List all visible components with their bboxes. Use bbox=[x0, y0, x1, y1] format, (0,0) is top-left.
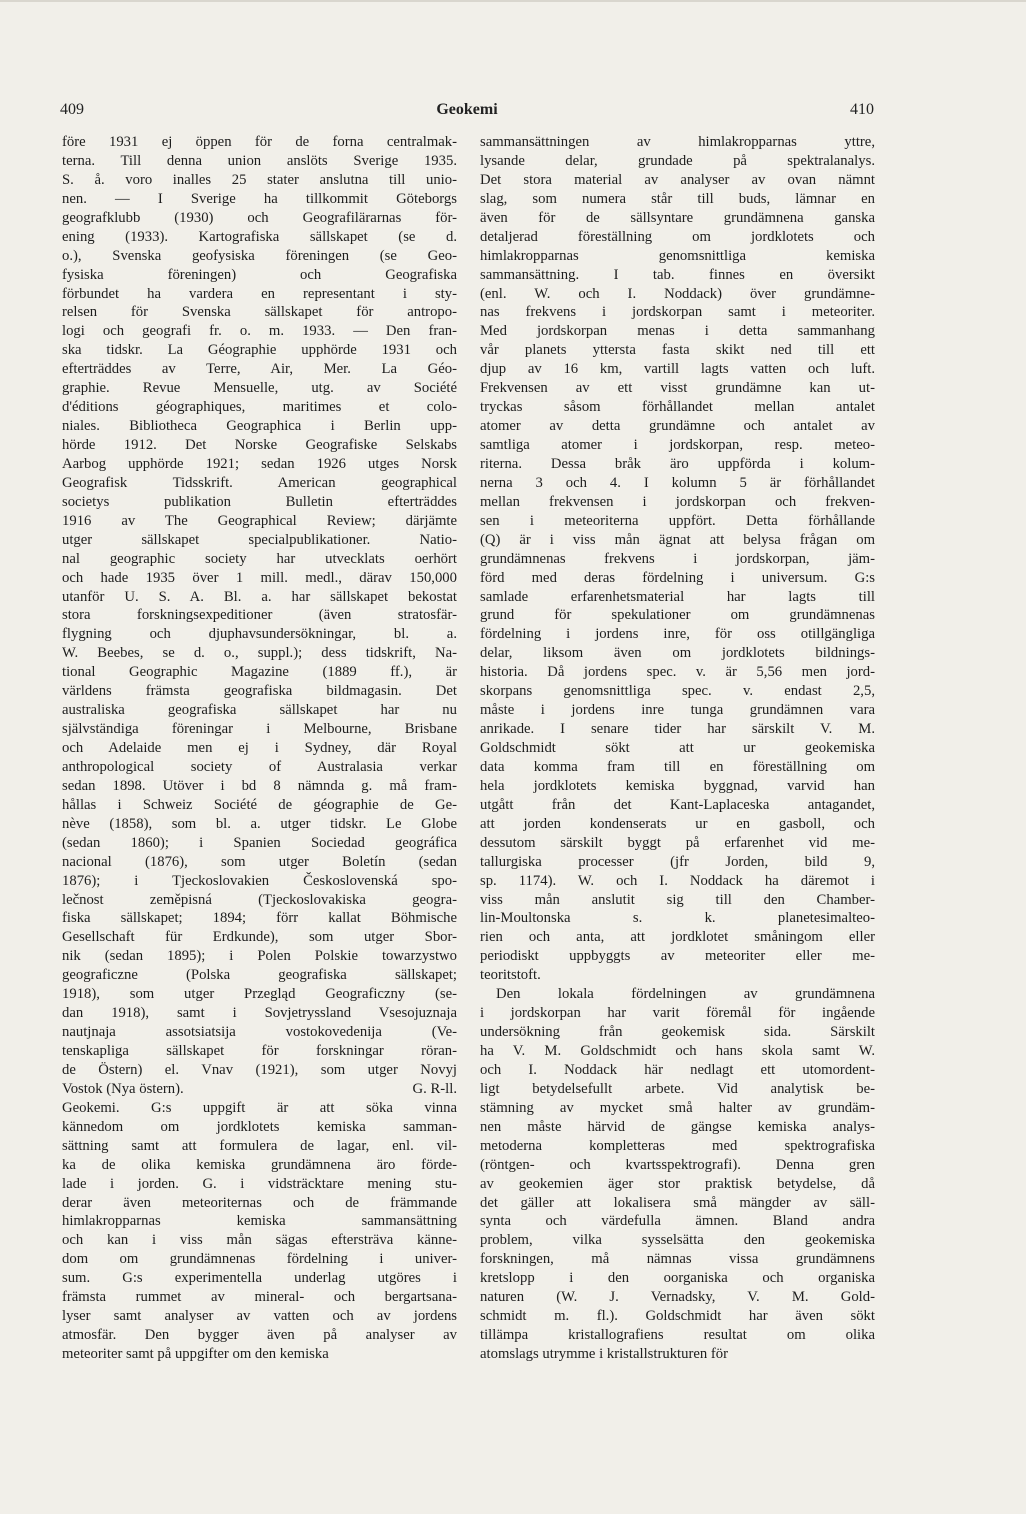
text-line: nen. — I Sverige ha tillkommit Göteborgs bbox=[62, 190, 457, 207]
text-line: kretslopp i den oorganiska och organiska bbox=[480, 1270, 875, 1287]
text-line: (enl. W. och I. Noddack) över grundämne- bbox=[480, 285, 875, 302]
text-line: derar även meteoriternas och de främmande bbox=[62, 1194, 457, 1211]
text-line: tallurgiska processer (jfr Jorden, bild 9, bbox=[480, 853, 875, 870]
running-header bbox=[60, 101, 874, 125]
text-line: d'éditions géographiques, maritimes et colo- bbox=[62, 399, 457, 416]
text-line: tryckas såsom förhållandet mellan antalet bbox=[480, 399, 875, 416]
text-line: självständiga föreningar i Melbourne, Brisbane bbox=[62, 721, 457, 738]
text-line: forskningen, må nämnas vissa grundämnens bbox=[480, 1251, 875, 1268]
text-line: naturen (W. J. Vernadsky, V. M. Gold- bbox=[480, 1289, 875, 1306]
text-line: tillämpa kristallografiens resultat om olika bbox=[480, 1327, 875, 1344]
text-line: viss mån anslutit sig till den Chamber- bbox=[480, 891, 875, 908]
text-line: himlakropparnas genomsnittliga kemiska bbox=[480, 247, 875, 264]
text-line: anrikade. I senare tider har särskilt V. M. bbox=[480, 721, 875, 738]
text-line: ska tidskr. La Géographie upphörde 1931 och bbox=[62, 342, 457, 359]
text-line: ligt betydelsefullt arbete. Vid analytisk be- bbox=[480, 1080, 875, 1097]
text-line: sum. G:s experimentella underlag utgöres i bbox=[62, 1270, 457, 1287]
text-line: samtliga atomer i jordskorpan, resp. meteo- bbox=[480, 437, 875, 453]
text-line: Goldschmidt sökt att ur geokemiska bbox=[480, 740, 875, 756]
text-line: och I. Noddack här nedlagt ett utomordent- bbox=[480, 1061, 875, 1078]
text-line: slag, som numera står till buds, lämnar en bbox=[480, 190, 875, 207]
text-line: niales. Bibliotheca Geographica i Berlin upp- bbox=[62, 418, 457, 435]
text-line-headword: Geokemi. G:s uppgift är att söka vinna bbox=[62, 1099, 457, 1116]
text-line: mellan frekvensen i jordskorpan och frekven- bbox=[480, 493, 875, 510]
text-line: Det stora material av analyser av ovan nämnt bbox=[480, 171, 875, 188]
text-line: i jordskorpan har varit föremål för ingående bbox=[480, 1005, 875, 1022]
text-line: dan 1918), samt i Sovjetryssland Vsesojuznaja bbox=[62, 1005, 457, 1022]
text-line: fiska sällskapet; 1894; förr kallat Böhmische bbox=[62, 910, 457, 927]
text-line: sen i meteoriterna uppfört. Detta förhållande bbox=[480, 512, 875, 529]
text-line: förbundet ha vardera en representant i sty- bbox=[62, 285, 457, 302]
text-line: och Adelaide men ej i Sydney, där Royal bbox=[62, 740, 457, 756]
text-line: lin-Moultonska s. k. planetesimalteo- bbox=[480, 910, 875, 927]
text-line: nal geographic society har utvecklats oerhört bbox=[62, 550, 457, 567]
text-line: lysande delar, grundade på spektralanalys. bbox=[480, 152, 875, 169]
text-line: sedan 1898. Utöver i bd 8 nämnda g. må fram- bbox=[62, 777, 457, 794]
text-line: S. å. voro inalles 25 stater anslutna till unio- bbox=[62, 171, 457, 188]
text-line: rien och anta, att jordklotet småningom eller bbox=[480, 929, 875, 946]
text-line: Den lokala fördelningen av grundämnena bbox=[496, 986, 875, 1003]
text-line: det gäller att lokalisera små mängder av säll- bbox=[480, 1194, 875, 1211]
text-line: och kan i viss mån sägas eftersträva känne- bbox=[62, 1232, 457, 1249]
text-line: metoderna kompletteras med spektrografiska bbox=[480, 1137, 875, 1154]
text-line: måste i jordens inre tunga grundämnen vara bbox=[480, 702, 875, 719]
text-line: Frekvensen av ett visst grundämne kan ut- bbox=[480, 380, 875, 397]
text-line: ha V. M. Goldschmidt och hans skola samt W. bbox=[480, 1043, 875, 1059]
text-line: kännedom om jordklotets kemiska samman- bbox=[62, 1118, 457, 1135]
text-line: detaljerad föreställning om jordklotets och bbox=[480, 228, 875, 245]
text-line: 1916 av The Geographical Review; därjämte bbox=[62, 512, 457, 529]
running-title: Geokemi bbox=[436, 101, 498, 118]
text-line: atomslags utrymme i kristallstrukturen för bbox=[480, 1346, 729, 1362]
text-line: de Östern) el. Vnav (1921), som utger Novyj bbox=[62, 1061, 457, 1078]
text-line: utgått från det Kant-Laplaceska antagandet, bbox=[480, 796, 875, 813]
page-top-rule bbox=[0, 0, 1026, 2]
author-signature: G. R-ll. bbox=[412, 1080, 457, 1097]
text-line: hållas i Schweiz Société de géographie de Ge- bbox=[62, 796, 457, 813]
text-line: himlakropparnas kemiska sammansättning bbox=[62, 1213, 457, 1230]
text-line: grund för spekulationer om grundämnenas bbox=[480, 607, 875, 624]
text-line-with-signature bbox=[62, 1080, 457, 1099]
text-line: sammansättning. I tab. finnes en översikt bbox=[480, 266, 875, 283]
page-number-left: 409 bbox=[60, 101, 84, 118]
text-line: geografklubb (1930) och Geografilärarnas för- bbox=[62, 209, 457, 226]
text-line: sättning samt att formulera de lagar, enl. vil- bbox=[62, 1137, 457, 1154]
text-line: sammansättningen av himlakropparnas yttre, bbox=[480, 134, 875, 150]
text-line: 1876); i Tjeckoslovakien Československá spo- bbox=[62, 872, 457, 889]
text-line: tenskapliga sällskapet för forskningar röran- bbox=[62, 1043, 457, 1059]
text-line: (röntgen- och kvartsspektrografi). Denna gren bbox=[480, 1156, 875, 1173]
text-line: att jorden kondenserats ur en gasboll, och bbox=[480, 815, 875, 832]
text-line: Geografisk Tidsskrift. American geographical bbox=[62, 474, 457, 491]
text-line: teoritstoft. bbox=[480, 967, 541, 984]
text-line: utanför U. S. A. Bl. a. har sällskapet bekostat bbox=[62, 588, 457, 605]
text-line: ka de olika kemiska grundämnena äro förde- bbox=[62, 1156, 457, 1173]
text-line: dessutom särskilt byggt på erfarenhet vid me- bbox=[480, 834, 875, 851]
text-line: skorpans genomsnittliga spec. v. endast 2,5, bbox=[480, 683, 875, 700]
text-line: djup av 16 km, vartill lagts vatten och luft. bbox=[480, 361, 875, 378]
text-line: geograficzne (Polska geografiska sällskapet; bbox=[62, 967, 457, 984]
text-line: dom om grundämnenas fördelning i univer- bbox=[62, 1251, 457, 1268]
text-line: främsta rummet av mineral- och bergartsana- bbox=[62, 1289, 457, 1306]
text-line: sp. 1174). W. och I. Noddack ha däremot i bbox=[480, 872, 875, 889]
text-line: nerna 3 och 4. I kolumn 5 är förhållandet bbox=[480, 474, 875, 491]
text-line: hörde 1912. Det Norske Geografiske Selskabs bbox=[62, 437, 457, 453]
text-line: nacional (1876), som utger Boletín (sedan bbox=[62, 853, 457, 870]
text-line: och hade 1935 över 1 mill. medl., därav 150,000 bbox=[62, 569, 457, 586]
text-line: fördelning i jordens inre, för oss otillgängliga bbox=[480, 626, 875, 643]
text-line: tional Geographic Magazine (1889 ff.), är bbox=[62, 664, 457, 681]
text-line: (Q) är i viss mån ägnat att belysa frågan om bbox=[480, 531, 875, 548]
page-number-right: 410 bbox=[850, 101, 874, 118]
text-line: relsen för Svenska sällskapet för antropo- bbox=[62, 304, 457, 321]
text-line: logi och geografi fr. o. m. 1933. — Den fran- bbox=[62, 323, 457, 340]
text-line: stämning av mycket små halter av grundäm- bbox=[480, 1099, 875, 1116]
left-column bbox=[62, 133, 457, 1364]
text-line: data komma fram till en föreställning om bbox=[480, 758, 875, 775]
text-line: utger sällskapet specialpublikationer. Natio- bbox=[62, 531, 457, 548]
text-line: atomer av detta grundämne och antalet av bbox=[480, 418, 875, 435]
text-line: nautjnaja assotsiatsija vostokovedenija (Ve- bbox=[62, 1024, 457, 1041]
text-line: fysiska föreningen) och Geografiska bbox=[62, 266, 457, 283]
right-column bbox=[480, 133, 875, 1364]
text-line: flygning och djuphavsundersökningar, bl. a. bbox=[62, 626, 457, 643]
text-line: stora forskningsexpeditioner (även stratosfär- bbox=[62, 607, 457, 624]
text-line: Med jordskorpan menas i detta sammanhang bbox=[480, 323, 875, 340]
text-line: meteoriter samt på uppgifter om den kemiska bbox=[62, 1346, 329, 1362]
text-line: av geokemien äger stor praktisk betydelse, då bbox=[480, 1175, 875, 1192]
text-line: samlade erfarenhetsmaterial har lagts till bbox=[480, 588, 875, 605]
text-line: delar, liksom även om jordklotets bildnings- bbox=[480, 645, 875, 662]
text-line: världens främsta geografiska bildmagasin. Det bbox=[62, 683, 457, 700]
text-line: vår planets yttersta fasta skikt ned till ett bbox=[480, 342, 875, 359]
text-line: Gesellschaft für Erdkunde), som utger Sbor- bbox=[62, 929, 457, 946]
text-line: graphie. Revue Mensuelle, utg. av Société bbox=[62, 380, 457, 397]
text-line: periodiskt uppbyggts av meteoriter eller me- bbox=[480, 948, 875, 965]
text-line: atmosfär. Den bygger även på analyser av bbox=[62, 1327, 457, 1344]
text-line: ening (1933). Kartografiska sällskapet (se d. bbox=[62, 228, 457, 245]
text-line: anthropological society of Australasia verkar bbox=[62, 758, 457, 775]
text-line: efterträddes av Terre, Air, Mer. La Géo- bbox=[62, 361, 457, 378]
text-line: lečnost zeměpisná (Tjeckoslovakiska geogra- bbox=[62, 891, 457, 908]
text-line: förd med deras fördelning i universum. G:s bbox=[480, 569, 875, 586]
text-line: lyser samt analyser av vatten och av jordens bbox=[62, 1308, 457, 1325]
text-line: även för de sällsyntare grundämnena ganska bbox=[480, 209, 875, 226]
text-line: undersökning från geokemisk sida. Särskilt bbox=[480, 1024, 875, 1041]
text-line: o.), Svenska geofysiska föreningen (se Geo- bbox=[62, 247, 457, 264]
text-line: före 1931 ej öppen för de forna centralmak- bbox=[62, 134, 457, 150]
text-line: problem, vilka sysselsätta den geokemiska bbox=[480, 1232, 875, 1249]
text-line: (sedan 1860); i Spanien Sociedad geográfica bbox=[62, 834, 457, 851]
text-line: hela jordklotets kemiska byggnad, varvid han bbox=[480, 777, 875, 794]
text-line: australiska geografiska sällskapet har nu bbox=[62, 702, 457, 719]
text-line: 1918), som utger Przegląd Geograficzny (se- bbox=[62, 986, 457, 1003]
text-line: lade i jorden. G. i vidsträcktare mening stu- bbox=[62, 1175, 457, 1192]
text-line: riterna. Dessa bråk äro uppförda i kolum- bbox=[480, 455, 875, 472]
text-line: W. Beebes, se d. o., suppl.); dess tidskrift, Na- bbox=[62, 645, 457, 662]
text-line: Aarbog upphörde 1921; sedan 1926 utges Norsk bbox=[62, 455, 457, 472]
text-line: Vostok (Nya östern). bbox=[62, 1080, 184, 1097]
text-line: schmidt m. fl.). Goldschmidt har även sökt bbox=[480, 1308, 875, 1325]
text-line: nève (1858), som bl. a. utger tidskr. Le Globe bbox=[62, 815, 457, 832]
text-line: societys publikation Bulletin efterträddes bbox=[62, 493, 457, 510]
text-line: historia. Då jordens spec. v. är 5,56 men jord- bbox=[480, 664, 875, 681]
text-line: nik (sedan 1895); i Polen Polskie towarzystwo bbox=[62, 948, 457, 965]
text-line: terna. Till denna union anslöts Sverige 1935. bbox=[62, 152, 457, 169]
text-line: grundämnenas frekvens i jordskorpan, jäm- bbox=[480, 550, 875, 567]
text-line: synta och värdefulla ämnen. Bland andra bbox=[480, 1213, 875, 1230]
text-line: nas frekvens i jordskorpan samt i meteoriter. bbox=[480, 304, 875, 321]
text-line: nen måste härvid de gängse kemiska analys- bbox=[480, 1118, 875, 1135]
